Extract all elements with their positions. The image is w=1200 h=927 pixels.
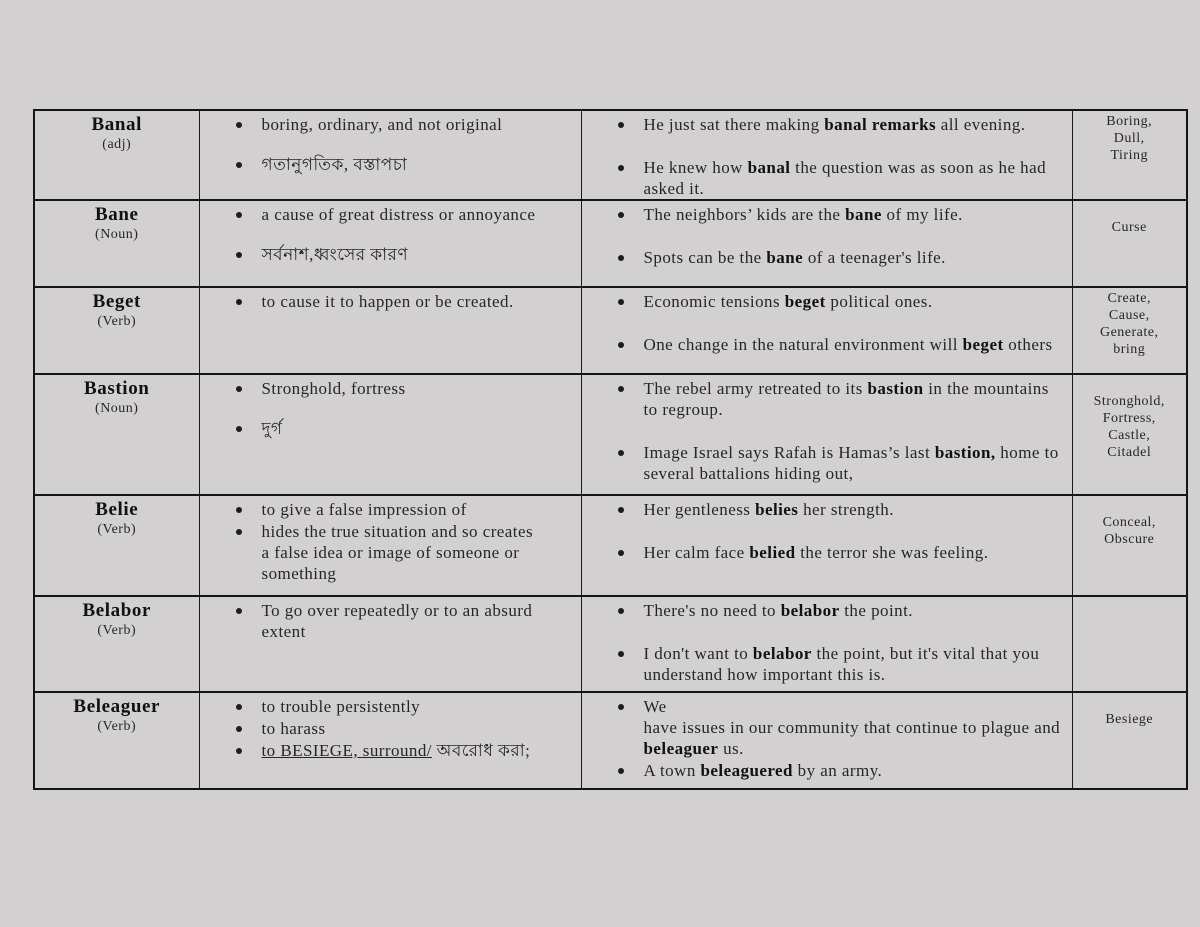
text-segment: The rebel army retreated to its: [643, 379, 868, 398]
word-term: Belabor: [82, 600, 152, 621]
word-term: Beget: [92, 291, 141, 312]
text-segment: To go over repeatedly or to an absurd extent: [261, 601, 533, 641]
text-segment: to give a false impression of: [261, 500, 467, 519]
example-list: [582, 114, 1065, 199]
definition-item: [200, 204, 541, 225]
vocab-row-banal: [34, 110, 1187, 200]
synonym-cell: [1072, 287, 1187, 374]
text-segment: A town: [643, 761, 701, 780]
text-segment: boring, ordinary, and not original: [261, 115, 503, 134]
text-segment: সর্বনাশ,ধ্বংসের কারণ: [261, 245, 409, 264]
synonym-cell: [1072, 596, 1187, 692]
text-segment: to trouble persistently: [261, 697, 421, 716]
definition-item: [200, 499, 541, 520]
text-segment: One change in the natural environment will: [643, 335, 963, 354]
word-term: Banal: [91, 114, 143, 135]
definition-item: [200, 418, 541, 439]
word-cell: [34, 110, 199, 200]
example-item: [582, 600, 1065, 621]
synonym-line: Conceal,: [1102, 515, 1156, 530]
highlighted-term: belabor: [752, 644, 812, 663]
part-of-speech: (Verb): [97, 314, 137, 329]
vocab-row-beget: [34, 287, 1187, 374]
part-of-speech: (Verb): [97, 522, 137, 537]
example-item: [582, 157, 1065, 199]
highlighted-term: bane: [845, 205, 882, 224]
highlighted-term: bastion: [867, 379, 924, 398]
word-term: Bane: [94, 204, 139, 225]
highlighted-term: beleaguered: [700, 761, 793, 780]
highlighted-term: banal: [747, 158, 791, 177]
synonym-line: Obscure: [1104, 532, 1155, 547]
example-item: [582, 114, 1065, 135]
word-term: Belie: [95, 499, 139, 520]
synonym-line: Besiege: [1105, 712, 1154, 727]
definition-cell: [199, 287, 581, 374]
word-cell: [34, 200, 199, 287]
text-segment: others: [1003, 335, 1053, 354]
word-term: Beleaguer: [73, 696, 161, 717]
highlighted-term: beget: [962, 335, 1004, 354]
synonym-cell: [1072, 374, 1187, 495]
synonym-line: Tiring: [1110, 148, 1148, 163]
word-cell: [34, 596, 199, 692]
highlighted-term: bane: [766, 248, 804, 267]
text-segment: of a teenager's life.: [803, 248, 946, 267]
text-segment: There's no need to: [643, 601, 781, 620]
vocab-row-bastion: [34, 374, 1187, 495]
vocab-row-bane: [34, 200, 1187, 287]
highlighted-term: beget: [784, 292, 826, 311]
definition-list: [200, 204, 541, 265]
synonym-cell: [1072, 495, 1187, 596]
synonym-line: Dull,: [1113, 131, 1145, 146]
text-segment: in the mountains to regroup.: [643, 379, 1049, 419]
text-segment: Economic tensions: [643, 292, 785, 311]
text-segment: Stronghold, fortress: [261, 379, 406, 398]
text-segment: political ones.: [825, 292, 933, 311]
synonym-line: Stronghold,: [1093, 394, 1165, 409]
definition-item: [200, 600, 541, 642]
synonym-line: Cause,: [1108, 308, 1150, 323]
example-item: [582, 291, 1065, 312]
definition-list: [200, 291, 541, 312]
text-segment: He knew how: [643, 158, 748, 177]
synonym-line: Curse: [1111, 220, 1147, 235]
example-list: [582, 696, 1065, 781]
text-segment: I don't want to: [643, 644, 753, 663]
text-segment: home to several battalions hiding out,: [643, 443, 1059, 483]
example-item: [582, 542, 1065, 563]
synonym-line: Castle,: [1108, 428, 1151, 443]
definition-item: [200, 718, 541, 739]
synonym-cell: [1072, 110, 1187, 200]
word-cell: [34, 495, 199, 596]
text-segment: the point.: [839, 601, 913, 620]
text-segment: the point, but it's vital that you understand how important this is.: [643, 644, 1040, 684]
definition-item: [200, 521, 541, 584]
highlighted-term: banal remarks: [824, 115, 937, 134]
definition-cell: [199, 110, 581, 200]
text-segment: the terror she was feeling.: [795, 543, 989, 562]
definition-item: [200, 696, 541, 717]
underlined-text: to BESIEGE, surround/: [261, 741, 432, 760]
word-cell: [34, 374, 199, 495]
example-item: [582, 378, 1065, 420]
text-segment: her strength.: [798, 500, 894, 519]
definition-cell: [199, 596, 581, 692]
definition-cell: [199, 374, 581, 495]
definition-item: [200, 114, 541, 135]
highlighted-term: belabor: [780, 601, 840, 620]
synonym-line: Fortress,: [1102, 411, 1156, 426]
text-segment: the question was as soon as he had asked it.: [643, 158, 1047, 198]
example-cell: [581, 596, 1072, 692]
example-list: [582, 600, 1065, 685]
text-segment: Her gentleness: [643, 500, 756, 519]
word-cell: [34, 692, 199, 789]
example-list: [582, 204, 1065, 268]
example-item: [582, 696, 1065, 759]
example-list: [582, 378, 1065, 484]
text-segment: all evening.: [936, 115, 1026, 134]
synonym-line: bring: [1113, 342, 1146, 357]
definition-item: [200, 244, 541, 265]
text-segment: to cause it to happen or be created.: [261, 292, 514, 311]
text-segment: hides the true situation and so creates a false idea or image of someone or something: [261, 522, 534, 583]
highlighted-term: belied: [749, 543, 796, 562]
synonym-cell: [1072, 692, 1187, 789]
example-item: [582, 204, 1065, 225]
text-segment: of my life.: [881, 205, 963, 224]
example-list: [582, 499, 1065, 563]
vocab-row-belie: [34, 495, 1187, 596]
text-segment: Spots can be the: [643, 248, 767, 267]
text-segment: us.: [718, 739, 744, 758]
part-of-speech: (Noun): [95, 227, 139, 242]
vocabulary-table-body: [34, 110, 1187, 789]
example-cell: [581, 692, 1072, 789]
example-list: [582, 291, 1065, 355]
text-segment: Image Israel says Rafah is Hamas’s last: [643, 443, 935, 462]
definition-list: [200, 696, 541, 761]
example-item: [582, 334, 1065, 355]
definition-list: [200, 114, 541, 175]
part-of-speech: (Noun): [95, 401, 139, 416]
example-cell: [581, 495, 1072, 596]
synonym-line: Boring,: [1106, 114, 1153, 129]
synonym-line: Create,: [1107, 291, 1152, 306]
example-cell: [581, 200, 1072, 287]
example-item: [582, 760, 1065, 781]
definition-item: [200, 154, 541, 175]
text-segment: দুর্গ: [261, 419, 283, 438]
example-item: [582, 643, 1065, 685]
vocab-row-beleaguer: [34, 692, 1187, 789]
definition-cell: [199, 200, 581, 287]
definition-item: [200, 740, 541, 761]
definition-list: [200, 600, 541, 642]
part-of-speech: (adj): [102, 137, 132, 152]
text-segment: a cause of great distress or annoyance: [261, 205, 536, 224]
example-item: [582, 247, 1065, 268]
highlighted-term: bastion,: [934, 443, 996, 462]
text-segment: The neighbors’ kids are the: [643, 205, 846, 224]
definition-item: [200, 378, 541, 399]
part-of-speech: (Verb): [97, 719, 137, 734]
text-segment: We have issues in our community that continue to plague and: [643, 697, 1061, 737]
vocabulary-table: [33, 109, 1188, 790]
word-term: Bastion: [84, 378, 150, 399]
highlighted-term: beleaguer: [643, 739, 719, 758]
highlighted-term: belies: [755, 500, 799, 519]
definition-list: [200, 499, 541, 584]
example-cell: [581, 374, 1072, 495]
example-cell: [581, 287, 1072, 374]
synonym-cell: [1072, 200, 1187, 287]
example-item: [582, 442, 1065, 484]
synonym-line: Citadel: [1107, 445, 1152, 460]
text-segment: to harass: [261, 719, 326, 738]
text-segment: by an army.: [792, 761, 883, 780]
text-segment: গতানুগতিক, বস্তাপচা: [261, 155, 408, 174]
vocab-row-belabor: [34, 596, 1187, 692]
definition-list: [200, 378, 541, 439]
synonym-line: Generate,: [1099, 325, 1159, 340]
part-of-speech: (Verb): [97, 623, 137, 638]
text-segment: Her calm face: [643, 543, 750, 562]
definition-cell: [199, 692, 581, 789]
example-cell: [581, 110, 1072, 200]
text-segment: অবরোধ করা;: [431, 741, 531, 760]
text-segment: He just sat there making: [643, 115, 825, 134]
definition-cell: [199, 495, 581, 596]
definition-item: [200, 291, 541, 312]
word-cell: [34, 287, 199, 374]
example-item: [582, 499, 1065, 520]
